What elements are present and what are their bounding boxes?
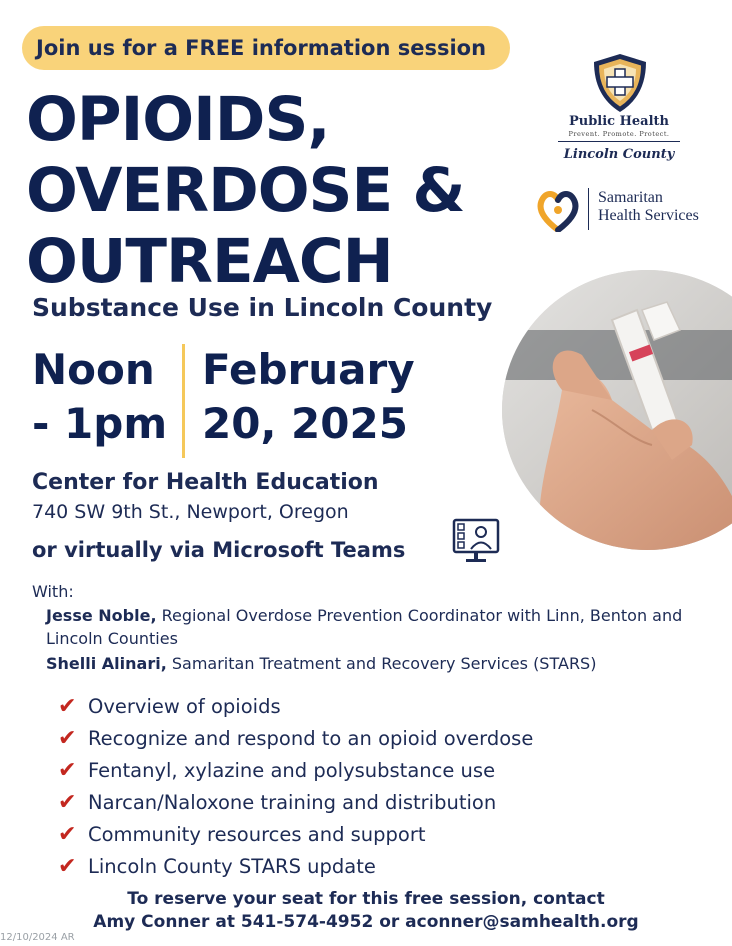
topic-list (58, 690, 533, 882)
speaker-jesse-noble (46, 604, 716, 650)
virtual-meeting-icon (452, 518, 500, 564)
logo-divider (558, 141, 680, 142)
title-line-1: OPIOIDS, (26, 84, 330, 155)
speaker-role: Regional Overdose Prevention Coordinator with Linn, Benton and Lincoln Counties (46, 606, 683, 648)
date-line-2: 20, 2025 (202, 399, 408, 448)
title-line-3: OUTREACH (26, 226, 393, 297)
public-health-name: Public Health (568, 114, 669, 129)
logo-divider (588, 188, 589, 230)
public-health-logo (554, 52, 684, 164)
event-subtitle: Substance Use in Lincoln County (32, 293, 493, 322)
time-date-divider (182, 344, 185, 458)
list-item (58, 786, 533, 818)
speaker-name: Shelli Alinari, (46, 654, 167, 673)
checkmark-icon: ✔ (58, 821, 77, 847)
naloxone-spray-photo (502, 270, 732, 550)
list-item (58, 722, 533, 754)
checkmark-icon: ✔ (58, 693, 77, 719)
samaritan-name (598, 189, 699, 225)
shield-cross-icon (590, 52, 650, 114)
list-item (58, 818, 533, 850)
topic-text: Narcan/Naloxone training and distribution (88, 790, 497, 814)
speaker-role: Samaritan Treatment and Recovery Services (STARS) (166, 654, 597, 673)
topic-text: Lincoln County STARS update (88, 854, 376, 878)
topic-text: Fentanyl, xylazine and polysubstance use (88, 758, 496, 782)
checkmark-icon: ✔ (58, 789, 77, 815)
list-item (58, 754, 533, 786)
public-health-county: Lincoln County (563, 147, 675, 162)
virtual-option: or virtually via Microsoft Teams (32, 538, 406, 562)
topic-text: Overview of opioids (88, 694, 281, 718)
samaritan-line-1: Samaritan (598, 189, 663, 206)
time-line-1: Noon (32, 345, 155, 394)
time-line-2: - 1pm (32, 399, 168, 448)
checkmark-icon: ✔ (58, 853, 77, 879)
speaker-shelli-alinari (46, 652, 716, 675)
samaritan-heart-icon (536, 186, 580, 232)
topic-text: Community resources and support (88, 822, 426, 846)
event-time (32, 343, 180, 451)
with-label: With: (32, 582, 74, 601)
public-health-tagline: Prevent. Promote. Protect. (568, 130, 670, 138)
date-line-1: February (202, 345, 415, 394)
rsvp-line-2: Amy Conner at 541-574-4952 or aconner@samhealth.org (93, 912, 639, 932)
checkmark-icon: ✔ (58, 725, 77, 751)
event-date (202, 343, 415, 451)
speaker-name: Jesse Noble, (46, 606, 157, 625)
venue-address: 740 SW 9th St., Newport, Oregon (32, 501, 349, 523)
rsvp-contact (0, 888, 732, 934)
date-stamp: 12/10/2024 AR (0, 932, 75, 943)
event-title (26, 84, 526, 297)
samaritan-line-2: Health Services (598, 207, 699, 224)
hand-with-nasal-spray-image (502, 270, 732, 550)
list-item (58, 850, 533, 882)
free-session-banner: Join us for a FREE information session (22, 26, 510, 70)
samaritan-logo (536, 184, 716, 234)
venue-name: Center for Health Education (32, 470, 379, 495)
rsvp-line-1: To reserve your seat for this free session, contact (127, 889, 605, 909)
list-item (58, 690, 533, 722)
topic-text: Recognize and respond to an opioid overdose (88, 726, 534, 750)
checkmark-icon: ✔ (58, 757, 77, 783)
title-line-2: OVERDOSE & (26, 155, 465, 226)
